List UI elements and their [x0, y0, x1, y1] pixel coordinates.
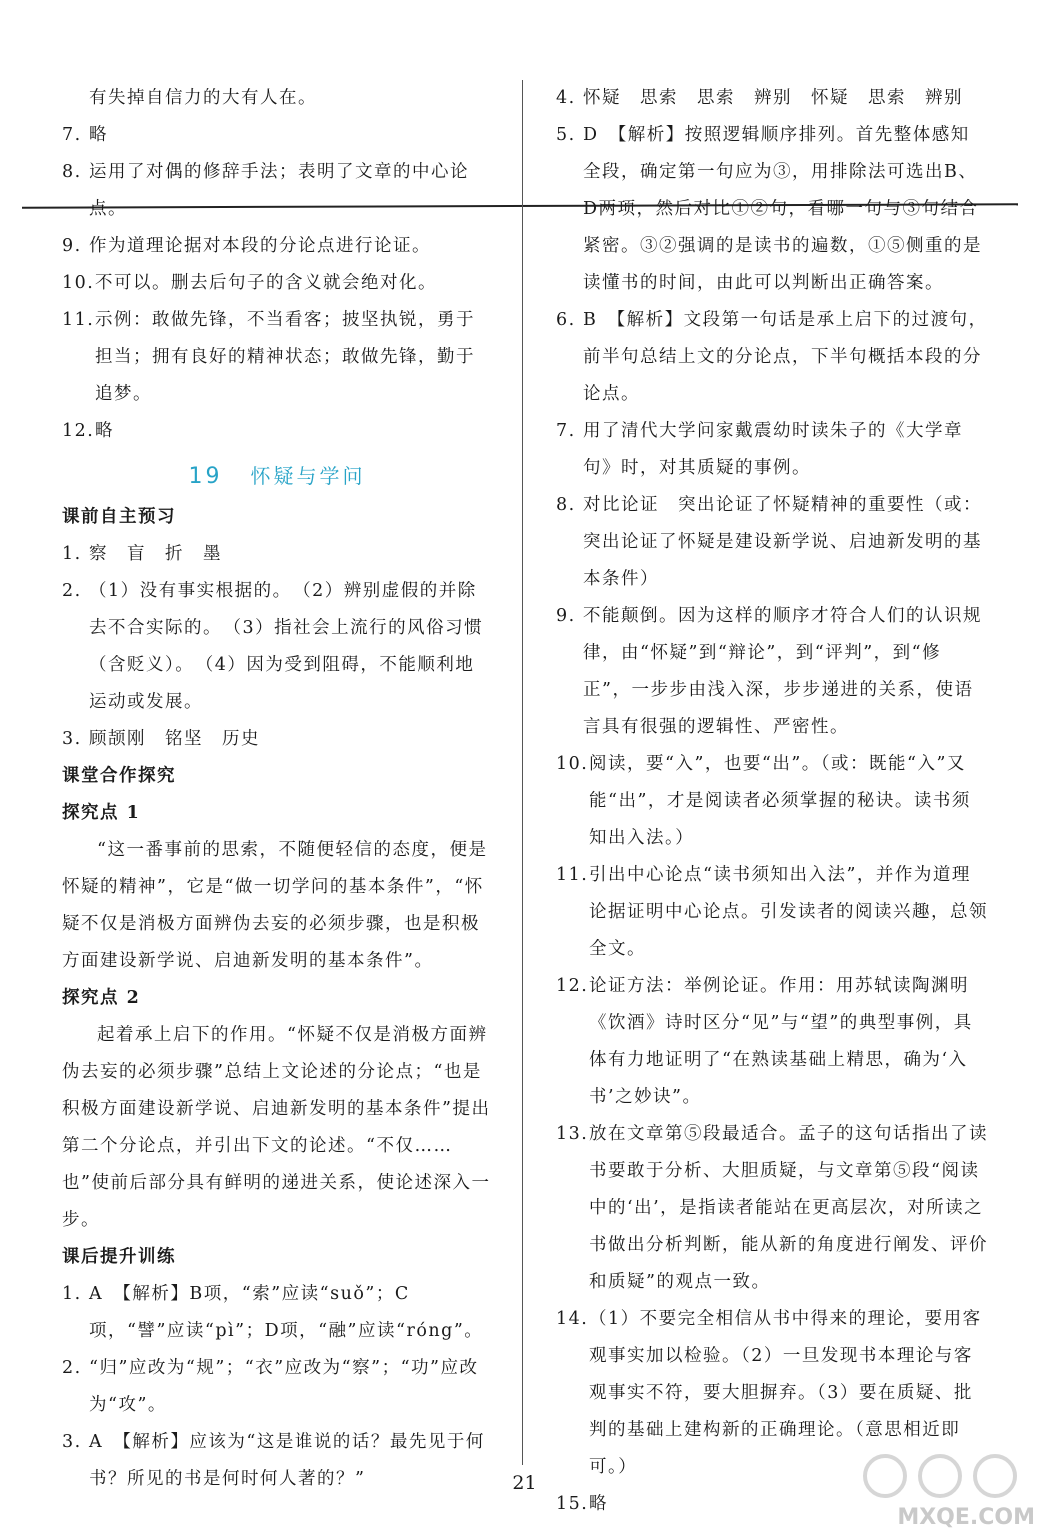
continued-text: 有失掉自信力的大有人在。 [89, 88, 317, 108]
explore-point-2-text: 起着承上启下的作用。“怀疑不仅是消极方面辨伪去妄的必须步骤”总结上文论述的分论点；“也是积极方面建设新学说、启迪新发明的基本条件”提出第二个分论点，并引出下文的论述。“不仅……也”使前后部分具有鲜明的递进关系，使论述深入一步。 [62, 1025, 491, 1230]
section-title [62, 458, 492, 495]
answer-item: 10. 不可以。删去后句子的含义就会绝对化。 [62, 273, 437, 293]
preview-item: 2. （1）没有事实根据的。 （2）辨别虚假的并除去不合实际的。 （3）指社会上流行的风俗习惯（含贬义）。 （4）因为受到阻碍，不能顺利地运动或发展。 [62, 581, 484, 712]
section-title-text: 怀疑与学问 [250, 464, 366, 488]
answer-item: 4. 怀疑 思索 思索 辨别 怀疑 思索 辨别 [556, 88, 963, 108]
section-number: 19 [188, 464, 223, 489]
answer-item: 7. 用了清代大学问家戴震幼时读朱子的《大学章句》时，对其质疑的事例。 [556, 421, 963, 478]
answer-item: 12. 论证方法：举例论证。作用：用苏轼读陶渊明《饮酒》诗时区分“见”与“望”的典型事例，具体有力地证明了“在熟读基础上精思，确为‘入书’之妙诀”。 [556, 976, 973, 1107]
preview-item: 1. 察 盲 折 墨 [62, 544, 222, 564]
answer-item: 14. （1）不要完全相信从书中得来的理论，要用客观事实加以检验。（2）一旦发现书本理论与客观事实不符，要大胆摒弃。（3）要在质疑、批判的基础上建构新的正确理论。（意思相近即可。） [556, 1309, 982, 1477]
answer-item: 13. 放在文章第⑤段最适合。孟子的这句话指出了读书要敢于分析、大胆质疑，与文章第⑤段“阅读中的‘出’，是指读者能站在更高层次，对所读之书做出分析判断，能从新的角度进行阐发、评价和质疑”的观点一致。 [556, 1124, 988, 1292]
after-class-item: 2. “归”应改为“规”；“衣”应改为“察”；“功”应改为“攻”。 [62, 1358, 479, 1415]
explore-point-1-heading: 探究点 1 [62, 803, 141, 823]
answer-item: 11. 示例：敢做先锋，不当看客；披坚执锐，勇于担当；拥有良好的精神状态；敢做先锋，勤于追梦。 [62, 310, 475, 404]
watermark-logo [845, 1448, 1035, 1530]
answer-item: 9. 作为道理论据对本段的分论点进行论证。 [62, 236, 431, 256]
answer-item: 5. D 【解析】按照逻辑顺序排列。首先整体感知全段，确定第一句应为③，用排除法可选出B、D两项，然后对比①②句，看哪一句与③句结合紧密。③②强调的是读书的遍数，①⑤侧重的是读懂书的时间，由此可以判断出正确答案。 [556, 125, 982, 293]
right-column [556, 80, 988, 1523]
answer-item: 15. 略 [556, 1494, 608, 1514]
watermark-text: MXQE.COM [897, 1505, 1035, 1530]
preview-heading: 课前自主预习 [62, 507, 176, 527]
answer-list-a [62, 117, 492, 450]
answer-item: 8. 对比论证 突出论证了怀疑精神的重要性（或：突出论证了怀疑是建设新学说、启迪新发明的基本条件） [556, 495, 982, 589]
left-column [62, 80, 492, 1498]
answer-item: 8. 运用了对偶的修辞手法；表明了文章的中心论点。 [62, 162, 469, 219]
answer-item: 9. 不能颠倒。因为这样的顺序才符合人们的认识规律，由“怀疑”到“辩论”，到“评判”，到“修正”，一步步由浅入深，步步递进的关系，使语言具有很强的逻辑性、严密性。 [556, 606, 982, 737]
answer-item: 6. B 【解析】文段第一句话是承上启下的过渡句，前半句总结上文的分论点，下半句概括本段的分论点。 [556, 310, 988, 404]
after-class-item: 3. A 【解析】应该为“这是谁说的话？最先见于何书？所见的书是何时何人著的？” [62, 1432, 485, 1489]
answer-item: 11. 引出中心论点“读书须知出入法”，并作为道理论据证明中心论点。引发读者的阅读兴趣，总领全文。 [556, 865, 988, 959]
classroom-heading: 课堂合作探究 [62, 766, 176, 786]
after-class-heading: 课后提升训练 [62, 1247, 176, 1267]
answer-item: 10. 阅读，要“入”，也要“出”。（或：既能“入”又能“出”，才是阅读者必须掌握的秘诀。读书须知出入法。） [556, 754, 971, 848]
answer-item: 12. 略 [62, 421, 114, 441]
answer-item: 7. 略 [62, 125, 108, 145]
page-number: 21 [512, 1472, 537, 1494]
explore-point-2-heading: 探究点 2 [62, 988, 141, 1008]
preview-item: 3. 顾颉刚 铭坚 历史 [62, 729, 260, 749]
explore-point-1-text: “这一番事前的思索，不随便轻信的态度，便是怀疑的精神”，它是“做一切学问的基本条件”，“怀疑不仅是消极方面辨伪去妄的必须步骤，也是积极方面建设新学说、启迪新发明的基本条件”。 [62, 840, 488, 971]
column-divider [522, 80, 523, 1465]
after-class-item: 1. A 【解析】B项，“索”应读“suǒ”；C项，“譬”应读“pì”；D项，“融”应读“róng”。 [62, 1284, 484, 1341]
